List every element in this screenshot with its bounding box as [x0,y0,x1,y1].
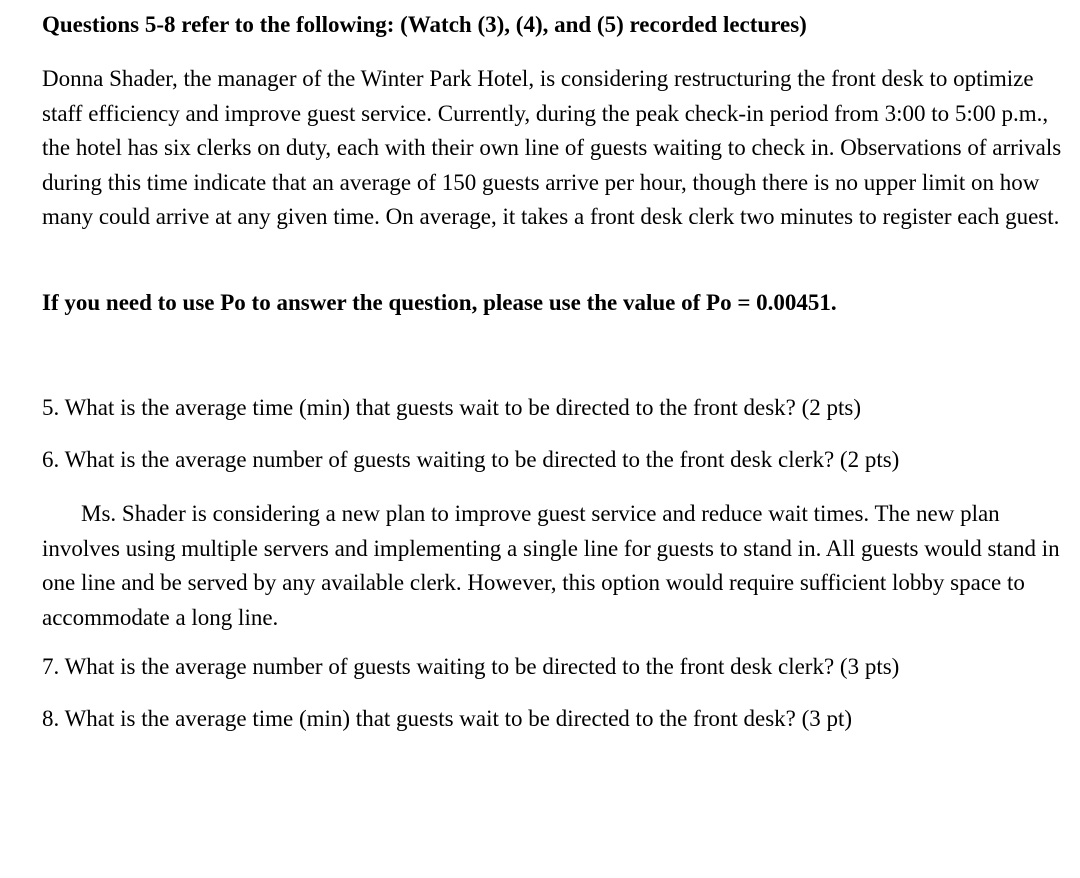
scenario-paragraph: Donna Shader, the manager of the Winter Park Hotel, is considering restructuring the front desk to optimize staff efficiency and improve guest service. Currently, during the peak check-in period from 3:00 to 5:00 p.m., the hotel has six clerks on duty, each with their own line of guests waiting to check in. Observations of arrivals during this time indicate that an average of 150 guests arrive per hour, though there is no upper limit on how many could arrive at any given time. On average, it takes a front desk clerk two minutes to register each guest. [42,66,1062,229]
question-5: 5. What is the average time (min) that guests wait to be directed to the front desk? (2 pts) [42,395,862,420]
question-8: 8. What is the average time (min) that guests wait to be directed to the front desk? (3 pt) [42,706,853,731]
new-plan-paragraph: Ms. Shader is considering a new plan to improve guest service and reduce wait times. The new plan involves using multiple servers and implementing a single line for guests to stand in. All guests would stand in one line and be served by any available clerk. However, this option would require sufficient lobby space to accommodate a long line. [42,501,1060,630]
question-6: 6. What is the average number of guests waiting to be directed to the front desk clerk? (2 pts) [42,447,900,472]
questions-heading: Questions 5-8 refer to the following: (Watch (3), (4), and (5) recorded lectures) [42,12,807,37]
question-7: 7. What is the average number of guests waiting to be directed to the front desk clerk? (3 pts) [42,654,900,679]
po-value-note: If you need to use Po to answer the question, please use the value of Po = 0.00451. [42,290,837,315]
